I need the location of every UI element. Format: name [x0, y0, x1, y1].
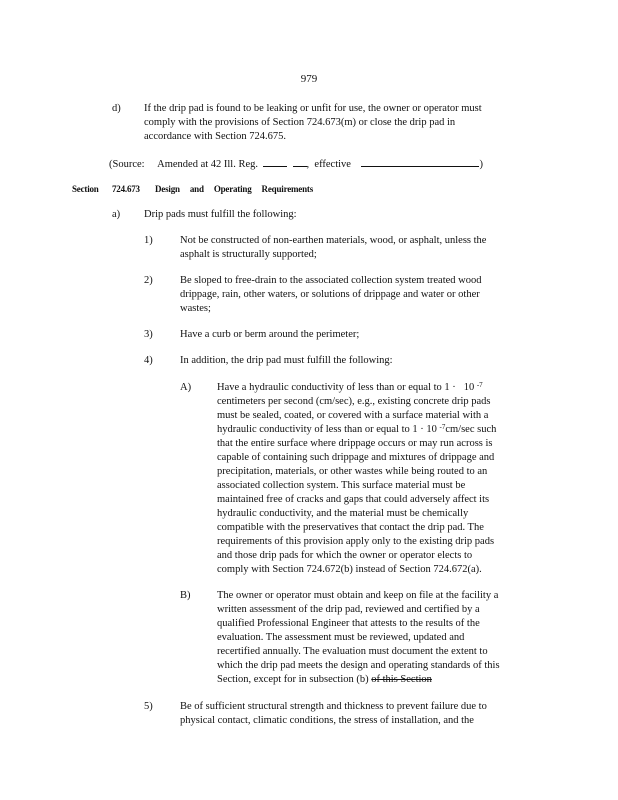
sub-a-line-11: compatible with the preservatives that contact the drip pad. The [217, 522, 484, 533]
sub-b-line-4: evaluation. The assessment must be reviewed, updated and [217, 632, 465, 643]
section-title: Design and Operating Requirements [155, 184, 313, 194]
item-3-label: 3) [144, 329, 153, 340]
sub-a-line-9: maintained free of cracks and gaps that could adversely affect its [217, 494, 490, 505]
source-prefix: (Source: [109, 159, 145, 170]
para-d-line-2: comply with the provisions of Section 724.673(m) or close the drip pad in [144, 117, 456, 128]
sub-a-line-10: hydraulic conductivity, and the material must be chemically [217, 508, 469, 519]
sub-a-line-13: and those drip pads for which the owner or operator elects to [217, 550, 473, 561]
item-4-label: 4) [144, 355, 153, 366]
sub-a-line-2: centimeters per second (cm/sec), e.g., existing concrete drip pads [217, 396, 491, 407]
para-d-line-1: If the drip pad is found to be leaking or unfit for use, the owner or operator must [144, 103, 482, 114]
item-5-line-1: Be of sufficient structural strength and thickness to prevent failure due to [180, 701, 487, 712]
item-1-line-1: Not be constructed of non-earthen materials, wood, or asphalt, unless the [180, 235, 487, 246]
sub-b-line-5: recertified annually. The evaluation must document the extent to [217, 646, 488, 657]
section-number: 724.673 [112, 184, 140, 194]
source-close: ) [479, 159, 483, 170]
sub-b-line-2: written assessment of the drip pad, reviewed and certified by a [217, 604, 480, 615]
sub-a-line-8: associated collection system. This surface material must be [217, 480, 466, 491]
sub-a-line-1: Have a hydraulic conductivity of less than or equal to 1 · 10 $^{-7}$ [217, 381, 483, 393]
sub-a-line-12: requirements of this provision apply only to the existing drip pads [217, 536, 495, 547]
sub-a-line-5: that the entire surface where drippage occurs or may run across is [217, 438, 493, 449]
item-4-line-1: In addition, the drip pad must fulfill the following: [180, 355, 393, 366]
source-blank-1 [263, 156, 287, 167]
item-5-label: 5) [144, 701, 153, 712]
struck-text: of this Section [371, 674, 432, 685]
source-blank-3 [361, 156, 479, 167]
source-blank-2 [293, 156, 307, 167]
sub-b-line-3: qualified Professional Engineer that attests to the results of the [217, 618, 480, 629]
sub-b-line-7: Section, except for in subsection (b) of this Section [217, 674, 432, 685]
sub-a-line-7: precipitation, materials, or other wastes while being routed to an [217, 466, 488, 477]
page-number: 979 [300, 73, 318, 85]
source-text: Amended at 42 Ill. Reg. [157, 159, 259, 170]
section-label: Section [72, 184, 99, 194]
item-1-line-2: asphalt is structurally supported; [180, 249, 317, 260]
para-d-line-3: accordance with Section 724.675. [144, 131, 286, 142]
sub-b-line-1: The owner or operator must obtain and keep on file at the facility a [217, 590, 499, 601]
item-3-line-1: Have a curb or berm around the perimeter; [180, 329, 360, 340]
sub-a-line-14: comply with Section 724.672(b) instead of Section 724.672(a). [217, 564, 482, 575]
sub-b-label: B) [180, 590, 191, 601]
item-2-line-1: Be sloped to free-drain to the associated collection system treated wood [180, 275, 482, 286]
para-d-label: d) [112, 103, 121, 114]
item-5-line-2: physical contact, climatic conditions, the stress of installation, and the [180, 715, 474, 726]
item-2-line-2: drippage, rain, other waters, or solutions of drippage and water or other [180, 289, 480, 300]
sub-a-line-6: capable of containing such drippage and mixtures of drippage and [217, 452, 495, 463]
sub-b-line-6: which the drip pad meets the design and operating standards of this [217, 660, 500, 671]
sub-a-line-3: must be sealed, coated, or covered with a surface material with a [217, 410, 489, 421]
source-effective: effective [314, 159, 351, 170]
item-1-label: 1) [144, 235, 153, 246]
para-a-label: a) [112, 209, 121, 220]
sub-a-label: A) [180, 382, 192, 393]
item-2-label: 2) [144, 275, 153, 286]
sub-a-line-4: hydraulic conductivity of less than or equal to 1 · 10 $^{-7}$cm/sec such [217, 423, 497, 435]
item-2-line-3: wastes; [180, 303, 211, 314]
para-a-text: Drip pads must fulfill the following: [144, 209, 297, 220]
source-note: (Source: Amended at 42 Ill. Reg. , effective ) [109, 156, 483, 172]
